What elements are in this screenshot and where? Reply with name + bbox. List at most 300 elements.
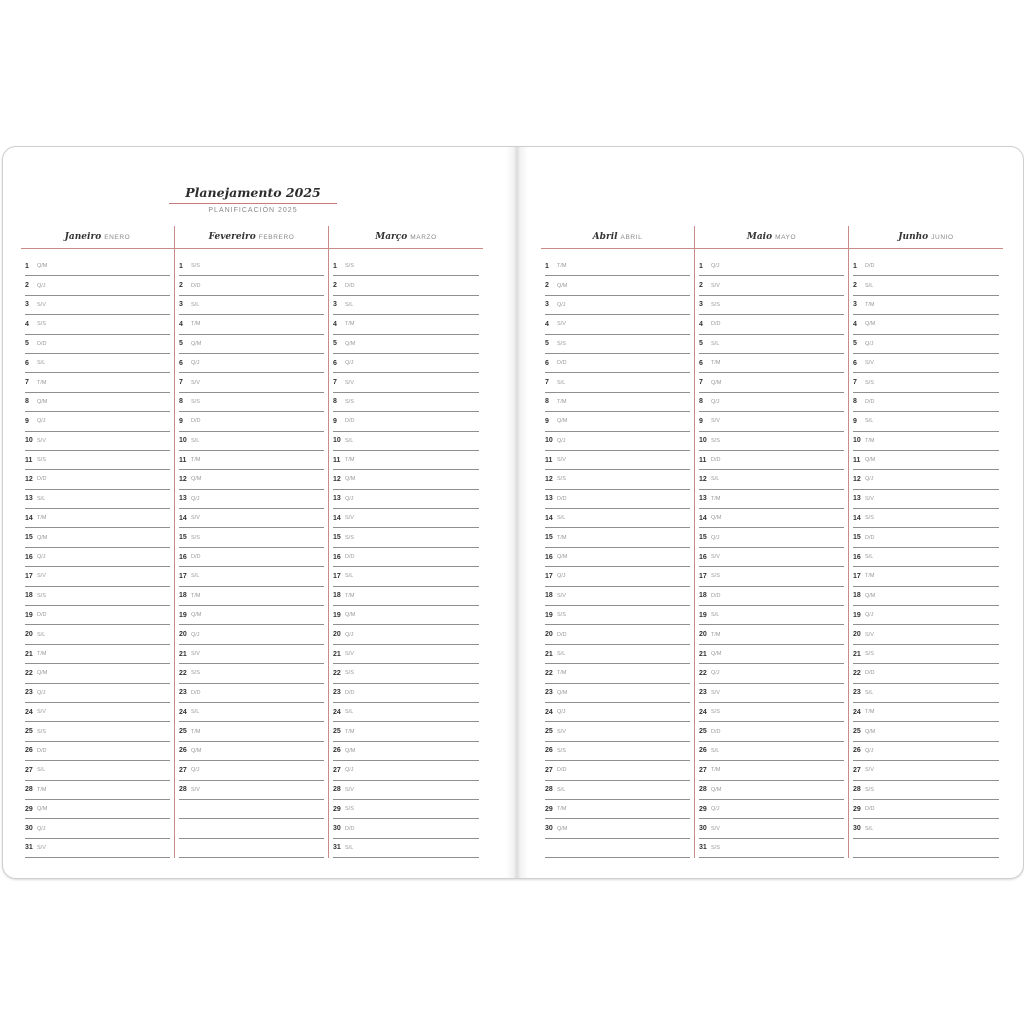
day-number: 8 — [699, 398, 703, 406]
weekday-abbrev: Q/M — [865, 321, 876, 328]
day-row — [545, 625, 690, 644]
weekday-abbrev: S/L — [191, 437, 200, 444]
day-number: 9 — [699, 417, 703, 425]
day-row — [853, 684, 999, 703]
day-row — [853, 528, 999, 547]
day-row — [545, 528, 690, 547]
day-row — [179, 722, 324, 741]
weekday-abbrev: S/V — [557, 728, 566, 735]
day-row — [333, 606, 479, 625]
day-number: 16 — [699, 553, 707, 561]
weekday-abbrev: Q/J — [865, 476, 874, 483]
day-row — [25, 509, 170, 528]
weekday-abbrev: S/S — [557, 747, 566, 754]
weekday-abbrev: S/L — [37, 360, 46, 367]
weekday-abbrev: S/S — [191, 670, 200, 677]
weekday-abbrev: Q/M — [37, 670, 48, 677]
weekday-abbrev: S/V — [711, 282, 720, 289]
day-row — [699, 548, 844, 567]
day-row — [25, 276, 170, 295]
day-number: 23 — [25, 689, 33, 697]
weekday-abbrev: S/L — [865, 825, 874, 832]
day-row — [179, 335, 324, 354]
day-number: 9 — [333, 417, 337, 425]
weekday-abbrev: Q/J — [557, 437, 566, 444]
weekday-abbrev: D/D — [557, 631, 567, 638]
weekday-abbrev: S/S — [345, 534, 354, 541]
month-column — [541, 226, 695, 858]
weekday-abbrev: Q/J — [865, 340, 874, 347]
day-row — [179, 684, 324, 703]
day-row — [699, 742, 844, 761]
weekday-abbrev: S/S — [711, 844, 720, 851]
day-number: 5 — [699, 340, 703, 348]
day-row — [853, 606, 999, 625]
weekday-abbrev: Q/M — [191, 612, 202, 619]
weekday-abbrev: S/V — [345, 515, 354, 522]
day-row — [333, 722, 479, 741]
day-number: 13 — [699, 495, 707, 503]
day-row — [179, 315, 324, 334]
day-row — [545, 393, 690, 412]
day-rows — [545, 249, 690, 858]
day-rows — [699, 249, 844, 858]
weekday-abbrev: S/L — [37, 495, 46, 502]
month-name-spanish: ABRIL — [620, 234, 643, 241]
weekday-abbrev: Q/M — [865, 592, 876, 599]
weekday-abbrev: D/D — [37, 612, 47, 619]
weekday-abbrev: D/D — [191, 554, 201, 561]
day-row — [179, 800, 324, 819]
day-number: 21 — [699, 650, 707, 658]
day-number: 18 — [853, 592, 861, 600]
day-number: 9 — [853, 417, 857, 425]
day-row — [853, 625, 999, 644]
month-column — [175, 226, 329, 858]
weekday-abbrev: D/D — [865, 670, 875, 677]
day-row — [853, 781, 999, 800]
day-number: 27 — [333, 766, 341, 774]
weekday-abbrev: S/L — [557, 379, 566, 386]
weekday-abbrev: S/V — [345, 651, 354, 657]
month-header — [21, 226, 174, 249]
day-row — [545, 373, 690, 392]
day-row — [853, 490, 999, 509]
day-number: 14 — [25, 514, 33, 522]
weekday-abbrev: T/M — [865, 301, 875, 308]
weekday-abbrev: S/S — [865, 515, 874, 522]
month-column — [329, 226, 483, 858]
day-number: 14 — [333, 514, 341, 522]
day-number: 18 — [25, 592, 33, 600]
day-row — [333, 819, 479, 838]
day-number: 5 — [333, 340, 337, 348]
weekday-abbrev: Q/J — [865, 612, 874, 619]
day-row — [699, 587, 844, 606]
day-row — [545, 296, 690, 315]
day-row — [333, 548, 479, 567]
day-number: 26 — [25, 747, 33, 755]
weekday-abbrev: T/M — [37, 651, 47, 657]
weekday-abbrev: S/V — [865, 631, 874, 638]
day-number: 29 — [545, 805, 553, 813]
day-row — [545, 432, 690, 451]
day-number: 4 — [179, 320, 183, 328]
weekday-abbrev: S/L — [37, 631, 46, 638]
day-number: 20 — [853, 631, 861, 639]
weekday-abbrev: S/S — [345, 806, 354, 813]
day-row — [699, 451, 844, 470]
weekday-abbrev: Q/M — [37, 263, 48, 270]
day-row — [853, 393, 999, 412]
day-number: 8 — [179, 398, 183, 406]
month-header — [329, 226, 483, 249]
weekday-abbrev: Q/M — [711, 379, 722, 386]
weekday-abbrev: S/S — [345, 670, 354, 677]
weekday-abbrev: S/L — [557, 515, 566, 522]
day-row — [25, 393, 170, 412]
day-number: 3 — [699, 301, 703, 309]
day-row — [699, 703, 844, 722]
weekday-abbrev: Q/J — [37, 282, 46, 289]
weekday-abbrev: S/S — [191, 534, 200, 541]
day-row — [179, 587, 324, 606]
day-row — [25, 800, 170, 819]
month-column — [849, 226, 1003, 858]
day-row — [853, 664, 999, 683]
day-number: 16 — [853, 553, 861, 561]
day-number: 21 — [853, 650, 861, 658]
weekday-abbrev: S/L — [191, 573, 200, 580]
weekday-abbrev: S/V — [711, 825, 720, 832]
weekday-abbrev: Q/J — [711, 534, 720, 541]
day-row — [25, 528, 170, 547]
day-number: 13 — [545, 495, 553, 503]
day-number: 7 — [545, 379, 549, 387]
day-number: 28 — [25, 786, 33, 794]
day-number: 22 — [333, 669, 341, 677]
day-row — [853, 819, 999, 838]
month-name: Maio — [746, 232, 773, 242]
day-number: 19 — [25, 611, 33, 619]
weekday-abbrev: T/M — [711, 495, 721, 502]
day-number: 6 — [545, 359, 549, 367]
day-row — [333, 684, 479, 703]
weekday-abbrev: S/V — [711, 689, 720, 696]
day-row — [699, 664, 844, 683]
day-number: 1 — [699, 262, 703, 270]
day-number: 8 — [333, 398, 337, 406]
day-number: 16 — [333, 553, 341, 561]
day-number: 27 — [25, 766, 33, 774]
weekday-abbrev: S/L — [711, 612, 720, 619]
day-number: 15 — [853, 534, 861, 542]
day-row — [699, 567, 844, 586]
weekday-abbrev: S/V — [865, 360, 874, 367]
weekday-abbrev: Q/J — [345, 767, 354, 774]
day-row — [853, 587, 999, 606]
day-row — [179, 393, 324, 412]
day-row — [545, 548, 690, 567]
day-number: 6 — [699, 359, 703, 367]
weekday-abbrev: S/V — [711, 554, 720, 561]
weekday-abbrev: D/D — [865, 806, 875, 813]
day-row — [853, 412, 999, 431]
day-number: 4 — [333, 320, 337, 328]
weekday-abbrev: D/D — [345, 689, 355, 696]
day-number: 2 — [179, 282, 183, 290]
day-number: 10 — [333, 437, 341, 445]
day-row — [25, 548, 170, 567]
day-row — [545, 781, 690, 800]
day-row — [853, 257, 999, 276]
weekday-abbrev: D/D — [345, 282, 355, 289]
month-name-spanish: MARZO — [410, 234, 437, 241]
day-row — [699, 432, 844, 451]
weekday-abbrev: T/M — [711, 360, 721, 367]
day-row — [333, 587, 479, 606]
day-row — [545, 509, 690, 528]
weekday-abbrev: D/D — [345, 554, 355, 561]
day-number: 19 — [853, 611, 861, 619]
weekday-abbrev: S/V — [37, 437, 46, 444]
weekday-abbrev: T/M — [345, 321, 355, 328]
weekday-abbrev: S/L — [865, 282, 874, 289]
day-row — [853, 761, 999, 780]
day-row — [25, 257, 170, 276]
day-rows — [179, 249, 324, 858]
day-row — [25, 684, 170, 703]
day-row — [25, 587, 170, 606]
day-number: 30 — [699, 825, 707, 833]
weekday-abbrev: Q/M — [557, 689, 568, 696]
day-number: 6 — [333, 359, 337, 367]
day-row — [25, 664, 170, 683]
day-number: 27 — [545, 766, 553, 774]
day-number: 29 — [25, 805, 33, 813]
months-grid-right — [541, 226, 1003, 858]
day-number: 7 — [699, 379, 703, 387]
day-row — [179, 490, 324, 509]
day-number: 25 — [179, 728, 187, 736]
day-number: 11 — [333, 456, 341, 464]
day-number: 25 — [853, 728, 861, 736]
weekday-abbrev: S/S — [711, 709, 720, 716]
weekday-abbrev: Q/J — [37, 825, 46, 832]
day-number: 10 — [25, 437, 33, 445]
weekday-abbrev: D/D — [711, 592, 721, 599]
day-row — [179, 819, 324, 838]
day-number: 28 — [699, 786, 707, 794]
weekday-abbrev: Q/J — [345, 495, 354, 502]
day-row — [853, 722, 999, 741]
day-number: 18 — [699, 592, 707, 600]
day-row — [853, 432, 999, 451]
day-number: 19 — [333, 611, 341, 619]
month-column — [695, 226, 849, 858]
weekday-abbrev: T/M — [37, 515, 47, 522]
day-number: 4 — [853, 320, 857, 328]
day-row — [25, 470, 170, 489]
day-row — [853, 567, 999, 586]
day-number: 13 — [333, 495, 341, 503]
day-row — [25, 606, 170, 625]
day-number: 1 — [25, 262, 29, 270]
day-number: 2 — [545, 282, 549, 290]
day-row — [179, 451, 324, 470]
weekday-abbrev: T/M — [711, 631, 721, 638]
weekday-abbrev: S/S — [711, 301, 720, 308]
day-row — [179, 470, 324, 489]
day-row — [333, 373, 479, 392]
day-number: 14 — [179, 514, 187, 522]
weekday-abbrev: Q/J — [191, 767, 200, 774]
day-number: 12 — [179, 475, 187, 483]
weekday-abbrev: D/D — [557, 360, 567, 367]
day-number: 6 — [853, 359, 857, 367]
day-row — [179, 528, 324, 547]
weekday-abbrev: T/M — [345, 457, 355, 464]
day-number: 3 — [853, 301, 857, 309]
day-row — [25, 819, 170, 838]
day-row — [333, 432, 479, 451]
weekday-abbrev: Q/J — [345, 631, 354, 638]
day-row — [25, 722, 170, 741]
day-row — [179, 742, 324, 761]
weekday-abbrev: S/L — [191, 301, 200, 308]
planner-title: Planejamento 2025 — [169, 185, 337, 204]
day-number: 7 — [853, 379, 857, 387]
day-row — [853, 839, 999, 858]
day-number: 29 — [699, 805, 707, 813]
weekday-abbrev: D/D — [191, 418, 201, 425]
weekday-abbrev: D/D — [37, 340, 47, 347]
weekday-abbrev: S/S — [345, 263, 354, 270]
day-number: 2 — [333, 282, 337, 290]
day-row — [853, 373, 999, 392]
day-number: 26 — [853, 747, 861, 755]
day-row — [545, 800, 690, 819]
day-number: 11 — [179, 456, 187, 464]
day-number: 20 — [545, 631, 553, 639]
day-row — [333, 567, 479, 586]
day-number: 31 — [25, 844, 33, 852]
day-number: 30 — [853, 825, 861, 833]
weekday-abbrev: Q/M — [191, 747, 202, 754]
day-row — [25, 625, 170, 644]
day-row — [333, 315, 479, 334]
month-name-spanish: FEBRERO — [258, 234, 295, 241]
day-row — [853, 703, 999, 722]
day-row — [25, 354, 170, 373]
day-row — [699, 354, 844, 373]
open-planner-book — [2, 146, 1024, 879]
day-number: 27 — [853, 766, 861, 774]
day-number: 24 — [545, 708, 553, 716]
weekday-abbrev: Q/J — [711, 806, 720, 813]
day-row — [853, 335, 999, 354]
weekday-abbrev: T/M — [37, 379, 47, 386]
day-number: 30 — [25, 825, 33, 833]
day-row — [545, 412, 690, 431]
day-number: 19 — [179, 611, 187, 619]
day-number: 7 — [25, 379, 29, 387]
day-row — [333, 703, 479, 722]
weekday-abbrev: S/L — [557, 786, 566, 793]
weekday-abbrev: D/D — [37, 747, 47, 754]
weekday-abbrev: S/V — [191, 651, 200, 657]
day-row — [25, 781, 170, 800]
day-number: 18 — [333, 592, 341, 600]
day-number: 27 — [179, 766, 187, 774]
weekday-abbrev: S/L — [865, 418, 874, 425]
day-number: 14 — [545, 514, 553, 522]
day-row — [699, 296, 844, 315]
day-row — [333, 296, 479, 315]
day-row — [699, 839, 844, 858]
day-number: 26 — [699, 747, 707, 755]
day-row — [545, 567, 690, 586]
day-row — [545, 354, 690, 373]
day-row — [699, 761, 844, 780]
day-number: 22 — [179, 669, 187, 677]
month-header — [849, 226, 1003, 249]
weekday-abbrev: T/M — [557, 398, 567, 405]
day-row — [333, 625, 479, 644]
day-number: 15 — [333, 534, 341, 542]
day-row — [545, 645, 690, 664]
weekday-abbrev: S/S — [865, 786, 874, 793]
day-row — [333, 276, 479, 295]
day-number: 10 — [179, 437, 187, 445]
day-row — [333, 509, 479, 528]
day-number: 4 — [699, 320, 703, 328]
weekday-abbrev: D/D — [711, 728, 721, 735]
day-row — [699, 335, 844, 354]
day-row — [333, 335, 479, 354]
day-row — [699, 257, 844, 276]
day-number: 30 — [545, 825, 553, 833]
weekday-abbrev: S/L — [345, 844, 354, 851]
day-row — [545, 257, 690, 276]
weekday-abbrev: Q/M — [557, 282, 568, 289]
weekday-abbrev: S/S — [37, 728, 46, 735]
weekday-abbrev: S/S — [711, 437, 720, 444]
day-row — [853, 315, 999, 334]
month-name: Abril — [592, 232, 618, 242]
weekday-abbrev: S/S — [865, 651, 874, 657]
day-number: 24 — [853, 708, 861, 716]
day-row — [179, 412, 324, 431]
day-row — [333, 528, 479, 547]
day-row — [179, 625, 324, 644]
weekday-abbrev: D/D — [345, 418, 355, 425]
day-row — [699, 373, 844, 392]
weekday-abbrev: Q/M — [345, 476, 356, 483]
day-number: 10 — [545, 437, 553, 445]
day-row — [545, 839, 690, 858]
weekday-abbrev: T/M — [557, 534, 567, 541]
month-name-spanish: JUNIO — [931, 234, 954, 241]
weekday-abbrev: T/M — [865, 709, 875, 716]
weekday-abbrev: S/S — [191, 263, 200, 270]
day-number: 16 — [179, 553, 187, 561]
day-number: 23 — [179, 689, 187, 697]
day-row — [25, 645, 170, 664]
day-number: 15 — [25, 534, 33, 542]
weekday-abbrev: S/L — [711, 476, 720, 483]
day-number: 22 — [699, 669, 707, 677]
